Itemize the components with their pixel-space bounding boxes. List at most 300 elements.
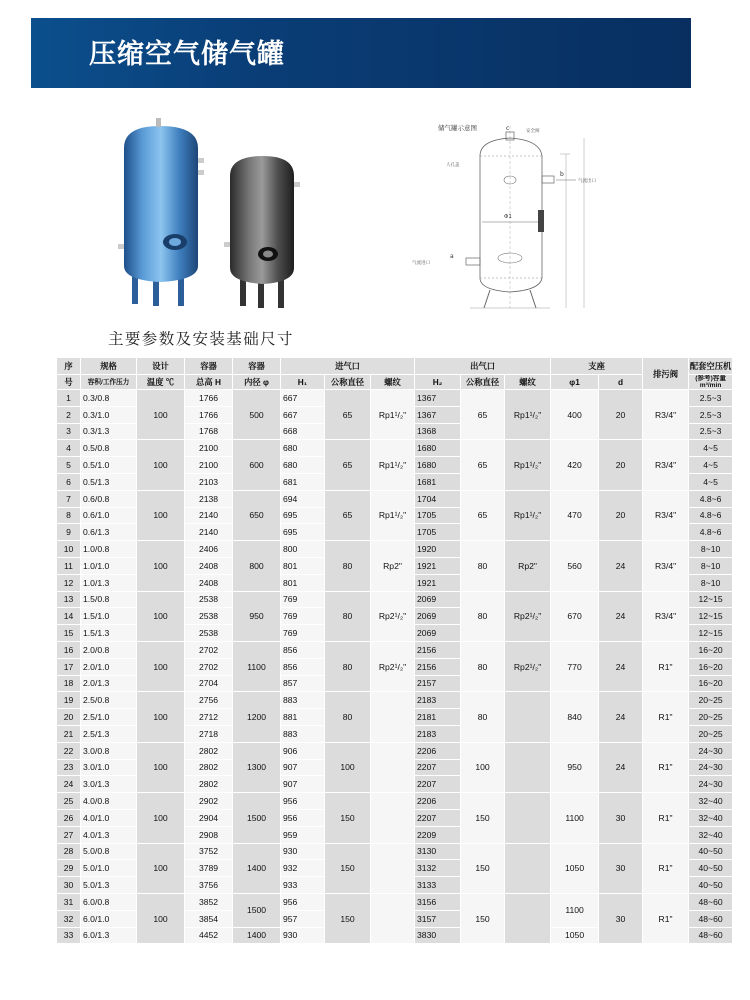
cell-diam: 650 [233, 490, 281, 540]
cell-thread1 [371, 843, 415, 893]
cell-seq: 8 [57, 507, 81, 524]
cell-h1: 769 [281, 608, 325, 625]
cell-h1: 907 [281, 759, 325, 776]
cell-h1: 957 [281, 910, 325, 927]
letter-b: b [560, 171, 564, 178]
cell-h2: 1681 [415, 473, 461, 490]
cell-h2: 1704 [415, 490, 461, 507]
th-d: d [599, 375, 643, 390]
label-inlet: 气流进口 [412, 261, 430, 266]
cell-thread1 [371, 742, 415, 792]
blue-tank [118, 118, 204, 306]
cell-height: 2100 [185, 440, 233, 457]
cell-h2: 2156 [415, 658, 461, 675]
cell-capacity: 4~5 [689, 473, 733, 490]
cell-spec: 5.0/1.3 [81, 877, 137, 894]
cell-dn2: 80 [461, 591, 505, 641]
cell-temp: 100 [137, 591, 185, 641]
spec-table [56, 357, 733, 944]
cell-temp: 100 [137, 440, 185, 490]
cell-capacity: 12~15 [689, 625, 733, 642]
cell-spec: 2.0/1.0 [81, 658, 137, 675]
cell-h2: 1367 [415, 406, 461, 423]
cell-thread2 [505, 893, 551, 943]
cell-capacity: 32~40 [689, 793, 733, 810]
cell-spec: 1.0/0.8 [81, 541, 137, 558]
cell-height: 4452 [185, 927, 233, 944]
cell-thread2: Rp1¹/₂" [505, 440, 551, 490]
th-diam: 内径 φ [233, 375, 281, 390]
air-tank-photo [108, 118, 328, 318]
cell-thread1: Rp2¹/₂" [371, 591, 415, 641]
cell-dn2: 80 [461, 692, 505, 742]
cell-h2: 1680 [415, 457, 461, 474]
table-row [57, 541, 733, 558]
cell-capacity: 12~15 [689, 591, 733, 608]
table-row [57, 490, 733, 507]
cell-height: 2802 [185, 776, 233, 793]
cell-thread2 [505, 742, 551, 792]
cell-spec: 3.0/0.8 [81, 742, 137, 759]
cell-height: 2802 [185, 759, 233, 776]
cell-temp: 100 [137, 893, 185, 943]
cell-temp: 100 [137, 692, 185, 742]
cell-height: 2702 [185, 658, 233, 675]
cell-height: 2140 [185, 507, 233, 524]
cell-spec: 1.5/1.3 [81, 625, 137, 642]
cell-thread1 [371, 893, 415, 943]
cell-dn2: 80 [461, 541, 505, 591]
cell-dn1: 150 [325, 843, 371, 893]
cell-capacity: 40~50 [689, 860, 733, 877]
th-phi1: φ1 [551, 375, 599, 390]
cell-spec: 0.6/1.3 [81, 524, 137, 541]
cell-d: 20 [599, 440, 643, 490]
cell-seq: 13 [57, 591, 81, 608]
cell-h1: 668 [281, 423, 325, 440]
cell-capacity: 4.8~6 [689, 507, 733, 524]
cell-height: 1768 [185, 423, 233, 440]
cell-d: 30 [599, 793, 643, 843]
cell-height: 2908 [185, 826, 233, 843]
cell-h1: 769 [281, 591, 325, 608]
cell-capacity: 16~20 [689, 641, 733, 658]
page-title: 压缩空气储气罐 [89, 39, 285, 70]
cell-spec: 4.0/0.8 [81, 793, 137, 810]
cell-temp: 100 [137, 541, 185, 591]
cell-phi1: 1050 [551, 927, 599, 944]
cell-d: 20 [599, 390, 643, 440]
cell-diam: 1400 [233, 843, 281, 893]
cell-seq: 30 [57, 877, 81, 894]
th-thread1: 螺纹 [371, 375, 415, 390]
cell-dn2: 65 [461, 390, 505, 440]
cell-dn1: 65 [325, 390, 371, 440]
cell-capacity: 40~50 [689, 877, 733, 894]
cell-h1: 801 [281, 557, 325, 574]
cell-d: 30 [599, 843, 643, 893]
cell-h1: 769 [281, 625, 325, 642]
cell-spec: 6.0/0.8 [81, 893, 137, 910]
cell-h2: 3132 [415, 860, 461, 877]
cell-capacity: 4~5 [689, 440, 733, 457]
cell-d: 20 [599, 490, 643, 540]
cell-height: 2904 [185, 809, 233, 826]
cell-d: 24 [599, 692, 643, 742]
cell-drain: R1" [643, 692, 689, 742]
cell-h2: 2181 [415, 709, 461, 726]
cell-thread1: Rp2" [371, 541, 415, 591]
cell-h1: 681 [281, 473, 325, 490]
cell-spec: 0.6/0.8 [81, 490, 137, 507]
cell-thread2 [505, 692, 551, 742]
cell-h1: 801 [281, 574, 325, 591]
cell-seq: 7 [57, 490, 81, 507]
cell-dn1: 65 [325, 440, 371, 490]
cell-seq: 27 [57, 826, 81, 843]
th-thread2: 螺纹 [505, 375, 551, 390]
cell-diam: 800 [233, 541, 281, 591]
cell-spec: 6.0/1.0 [81, 910, 137, 927]
cell-spec: 2.0/0.8 [81, 641, 137, 658]
cell-capacity: 32~40 [689, 826, 733, 843]
cell-height: 2718 [185, 725, 233, 742]
cell-spec: 0.3/1.3 [81, 423, 137, 440]
cell-height: 3854 [185, 910, 233, 927]
cell-spec: 2.0/1.3 [81, 675, 137, 692]
cell-diam: 1400 [233, 927, 281, 944]
cell-drain: R3/4" [643, 390, 689, 440]
cell-spec: 2.5/1.0 [81, 709, 137, 726]
cell-drain: R3/4" [643, 490, 689, 540]
cell-seq: 5 [57, 457, 81, 474]
cell-spec: 6.0/1.3 [81, 927, 137, 944]
cell-dn2: 150 [461, 793, 505, 843]
cell-height: 2704 [185, 675, 233, 692]
cell-spec: 5.0/1.0 [81, 860, 137, 877]
cell-h2: 3157 [415, 910, 461, 927]
cell-height: 3852 [185, 893, 233, 910]
cell-capacity: 20~25 [689, 692, 733, 709]
cell-spec: 0.6/1.0 [81, 507, 137, 524]
cell-h1: 856 [281, 658, 325, 675]
cell-d: 24 [599, 742, 643, 792]
cell-spec: 0.3/0.8 [81, 390, 137, 407]
cell-height: 3789 [185, 860, 233, 877]
cell-h2: 2207 [415, 809, 461, 826]
cell-height: 2538 [185, 625, 233, 642]
cell-height: 2140 [185, 524, 233, 541]
cell-capacity: 16~20 [689, 658, 733, 675]
cell-spec: 4.0/1.0 [81, 809, 137, 826]
cell-h2: 3133 [415, 877, 461, 894]
cell-spec: 0.5/1.0 [81, 457, 137, 474]
cell-h1: 883 [281, 725, 325, 742]
th-capacity: (参考)容量 m³/min [689, 375, 733, 390]
cell-dn1: 80 [325, 541, 371, 591]
th-compressor: 配套空压机 [689, 358, 733, 375]
cell-thread2: Rp1¹/₂" [505, 490, 551, 540]
cell-phi1: 1050 [551, 843, 599, 893]
th-inlet: 进气口 [281, 358, 415, 375]
cell-h1: 883 [281, 692, 325, 709]
cell-height: 2538 [185, 608, 233, 625]
cell-capacity: 2.5~3 [689, 406, 733, 423]
cell-drain: R1" [643, 641, 689, 691]
cell-drain: R1" [643, 843, 689, 893]
cell-thread1: Rp1¹/₂" [371, 440, 415, 490]
th-seq2: 号 [57, 375, 81, 390]
cell-capacity: 24~30 [689, 776, 733, 793]
cell-thread2: Rp1¹/₂" [505, 390, 551, 440]
cell-capacity: 24~30 [689, 759, 733, 776]
letter-c: c [506, 125, 510, 132]
cell-height: 2100 [185, 457, 233, 474]
cell-seq: 18 [57, 675, 81, 692]
cell-seq: 16 [57, 641, 81, 658]
cell-h2: 2069 [415, 591, 461, 608]
cell-seq: 31 [57, 893, 81, 910]
cell-dn1: 80 [325, 692, 371, 742]
th-seq: 序 [57, 358, 81, 375]
th-spec2: 容积/工作压力 [81, 375, 137, 390]
cell-seq: 11 [57, 557, 81, 574]
cell-height: 2712 [185, 709, 233, 726]
cell-capacity: 2.5~3 [689, 390, 733, 407]
cell-diam: 1300 [233, 742, 281, 792]
cell-spec: 0.5/0.8 [81, 440, 137, 457]
cell-diam: 950 [233, 591, 281, 641]
cell-h2: 2207 [415, 759, 461, 776]
cell-phi1: 950 [551, 742, 599, 792]
cell-h1: 667 [281, 406, 325, 423]
cell-h2: 2206 [415, 793, 461, 810]
cell-height: 2408 [185, 574, 233, 591]
cell-diam: 1100 [233, 641, 281, 691]
cell-capacity: 2.5~3 [689, 423, 733, 440]
cell-phi1: 560 [551, 541, 599, 591]
cell-capacity: 20~25 [689, 725, 733, 742]
cell-diam: 500 [233, 390, 281, 440]
cell-height: 1766 [185, 406, 233, 423]
cell-spec: 4.0/1.3 [81, 826, 137, 843]
cell-seq: 2 [57, 406, 81, 423]
cell-h2: 1368 [415, 423, 461, 440]
table-row [57, 591, 733, 608]
cell-drain: R1" [643, 742, 689, 792]
cell-dn2: 80 [461, 641, 505, 691]
cell-seq: 17 [57, 658, 81, 675]
cell-h1: 881 [281, 709, 325, 726]
cell-seq: 24 [57, 776, 81, 793]
th-dn2: 公称直径 [461, 375, 505, 390]
cell-dn2: 100 [461, 742, 505, 792]
cell-spec: 0.5/1.3 [81, 473, 137, 490]
cell-diam: 1500 [233, 893, 281, 927]
cell-height: 2406 [185, 541, 233, 558]
cell-thread1 [371, 793, 415, 843]
cell-thread1: Rp1¹/₂" [371, 390, 415, 440]
cell-thread2 [505, 843, 551, 893]
letter-a: a [450, 253, 454, 260]
cell-h1: 800 [281, 541, 325, 558]
label-manhole: 人孔盖 [446, 163, 460, 168]
cell-capacity: 4.8~6 [689, 524, 733, 541]
cell-h2: 1705 [415, 524, 461, 541]
cell-h1: 857 [281, 675, 325, 692]
tank-schematic [410, 118, 640, 318]
cell-h1: 680 [281, 457, 325, 474]
cell-phi1: 1100 [551, 793, 599, 843]
cell-temp: 100 [137, 490, 185, 540]
cell-h1: 933 [281, 877, 325, 894]
th-design: 设计 [137, 358, 185, 375]
table-row [57, 641, 733, 658]
th-h1: H₁ [281, 375, 325, 390]
cell-capacity: 8~10 [689, 574, 733, 591]
cell-d: 24 [599, 591, 643, 641]
cell-h1: 930 [281, 843, 325, 860]
cell-capacity: 12~15 [689, 608, 733, 625]
cell-phi1: 400 [551, 390, 599, 440]
cell-thread2: Rp2¹/₂" [505, 641, 551, 691]
cell-h1: 959 [281, 826, 325, 843]
cell-temp: 100 [137, 843, 185, 893]
cell-seq: 15 [57, 625, 81, 642]
cell-drain: R1" [643, 893, 689, 943]
cell-h1: 956 [281, 809, 325, 826]
cell-seq: 26 [57, 809, 81, 826]
cell-height: 2702 [185, 641, 233, 658]
cell-h1: 667 [281, 390, 325, 407]
cell-h2: 2069 [415, 608, 461, 625]
cell-h2: 1921 [415, 574, 461, 591]
cell-seq: 20 [57, 709, 81, 726]
cell-d: 24 [599, 641, 643, 691]
th-vol2: 容器 [233, 358, 281, 375]
cell-capacity: 4.8~6 [689, 490, 733, 507]
cell-seq: 28 [57, 843, 81, 860]
grey-tank [224, 156, 300, 308]
cell-drain: R1" [643, 793, 689, 843]
cell-seq: 22 [57, 742, 81, 759]
cell-h2: 2156 [415, 641, 461, 658]
cell-seq: 9 [57, 524, 81, 541]
cell-height: 3756 [185, 877, 233, 894]
cell-h2: 2183 [415, 725, 461, 742]
cell-dn2: 150 [461, 843, 505, 893]
cell-seq: 19 [57, 692, 81, 709]
cell-h2: 2069 [415, 625, 461, 642]
cell-h2: 2183 [415, 692, 461, 709]
cell-h2: 1705 [415, 507, 461, 524]
cell-h2: 2206 [415, 742, 461, 759]
cell-h2: 1920 [415, 541, 461, 558]
cell-capacity: 32~40 [689, 809, 733, 826]
cell-h1: 907 [281, 776, 325, 793]
cell-height: 2538 [185, 591, 233, 608]
cell-height: 2408 [185, 557, 233, 574]
cell-seq: 14 [57, 608, 81, 625]
cell-seq: 21 [57, 725, 81, 742]
cell-temp: 100 [137, 742, 185, 792]
cell-drain: R3/4" [643, 541, 689, 591]
cell-capacity: 4~5 [689, 457, 733, 474]
cell-capacity: 24~30 [689, 742, 733, 759]
cell-seq: 32 [57, 910, 81, 927]
cell-dn1: 100 [325, 742, 371, 792]
cell-diam: 1500 [233, 793, 281, 843]
cell-height: 2802 [185, 742, 233, 759]
cell-spec: 1.5/0.8 [81, 591, 137, 608]
cell-h2: 3130 [415, 843, 461, 860]
letter-phi1: Φ1 [504, 214, 512, 220]
th-support: 支座 [551, 358, 643, 375]
cell-h1: 956 [281, 793, 325, 810]
cell-spec: 3.0/1.0 [81, 759, 137, 776]
cell-seq: 23 [57, 759, 81, 776]
cell-capacity: 8~10 [689, 557, 733, 574]
cell-diam: 600 [233, 440, 281, 490]
table-row [57, 440, 733, 457]
cell-thread2: Rp2" [505, 541, 551, 591]
cell-spec: 2.5/0.8 [81, 692, 137, 709]
cell-h1: 956 [281, 893, 325, 910]
table-row [57, 742, 733, 759]
cell-phi1: 1100 [551, 893, 599, 927]
section-title: 主要参数及安装基础尺寸 [108, 330, 294, 348]
th-h2: H₂ [415, 375, 461, 390]
cell-d: 30 [599, 893, 643, 943]
cell-h1: 906 [281, 742, 325, 759]
cell-thread2 [505, 793, 551, 843]
cell-phi1: 470 [551, 490, 599, 540]
cell-spec: 0.3/1.0 [81, 406, 137, 423]
cell-h1: 680 [281, 440, 325, 457]
th-design2: 温度 ℃ [137, 375, 185, 390]
spec-table-body [57, 390, 733, 944]
cell-seq: 3 [57, 423, 81, 440]
th-outlet: 出气口 [415, 358, 551, 375]
th-dn1: 公称直径 [325, 375, 371, 390]
cell-h2: 3156 [415, 893, 461, 910]
th-height: 总高 H [185, 375, 233, 390]
cell-dn2: 65 [461, 440, 505, 490]
cell-seq: 29 [57, 860, 81, 877]
cell-dn2: 65 [461, 490, 505, 540]
cell-h2: 1367 [415, 390, 461, 407]
cell-h2: 2207 [415, 776, 461, 793]
table-row [57, 793, 733, 810]
cell-h2: 1921 [415, 557, 461, 574]
cell-phi1: 840 [551, 692, 599, 742]
title-banner [31, 18, 691, 88]
cell-thread1: Rp2¹/₂" [371, 641, 415, 691]
cell-d: 24 [599, 541, 643, 591]
cell-seq: 4 [57, 440, 81, 457]
cell-dn1: 80 [325, 641, 371, 691]
table-row [57, 390, 733, 407]
cell-spec: 1.0/1.3 [81, 574, 137, 591]
cell-capacity: 40~50 [689, 843, 733, 860]
cell-h1: 932 [281, 860, 325, 877]
cell-temp: 100 [137, 793, 185, 843]
cell-seq: 6 [57, 473, 81, 490]
cell-height: 2103 [185, 473, 233, 490]
cell-diam: 1200 [233, 692, 281, 742]
cell-dn1: 150 [325, 793, 371, 843]
cell-capacity: 48~60 [689, 910, 733, 927]
